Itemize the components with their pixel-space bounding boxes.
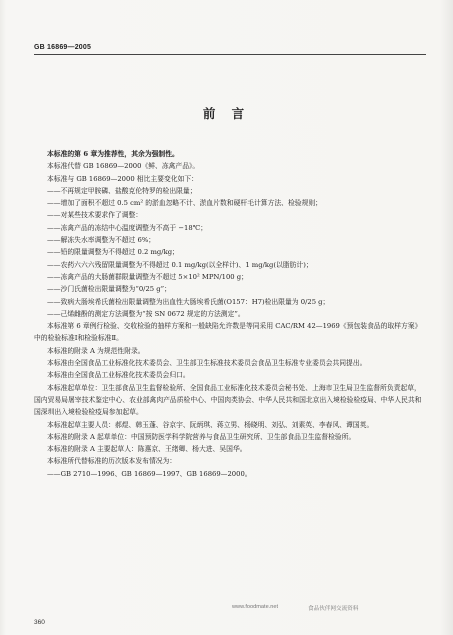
list-item: ——不再规定甲胺磷、盐酸克伦特罗的检出限量； [47, 186, 197, 195]
paragraph: 本标准所代替标准的历次版本发布情况为： [47, 457, 177, 466]
list-item: ——GB 2710—1996、GB 16869—1997、GB 16869—2000。 [47, 469, 252, 478]
list-item: ——对某些技术要求作了调整： [47, 211, 143, 220]
paragraph: 本标准由全国食品工业标准化技术委员会归口。 [47, 371, 190, 380]
paragraph: 本标准的附录 A 主要起草人：陈惠京、王绪卿、杨大进、吴国华。 [47, 445, 247, 454]
paragraph: 本标准与 GB 16869—2000 相比主要变化如下： [47, 174, 198, 183]
footer-url: www.foodmate.net [232, 604, 279, 610]
list-item: ——铅的限量调整为不得超过 0.2 mg/kg； [47, 248, 179, 257]
list-item: ——解冻失水率调整为不超过 6%； [47, 236, 156, 245]
header-rule [34, 54, 426, 55]
paragraph: 本标准起草主要人员：郝煜、韩玉蓬、谷京宇、阮炳琪、蒋立男、杨晓明、刘弘、刘素英、李春风、谭国英。 [47, 420, 374, 429]
standard-code: GB 16869—2005 [34, 44, 92, 51]
list-item: ——冻禽产品的冻结中心温度调整为不高于 −18℃； [47, 223, 208, 232]
list-item: ——冻禽产品的大肠菌群限量调整为不超过 5×10² MPN/100 g； [47, 272, 248, 281]
paragraph: 本标准由全国食品工业标准化技术委员会、卫生部卫生标准技术委员会食品卫生标准专业委员会共同提出。 [47, 359, 367, 368]
list-item: ——沙门氏菌检出限量调整为“0/25 g”； [47, 285, 171, 294]
list-item: ——致病大肠埃希氏菌检出限量调整为出血性大肠埃希氏菌(O157：H7)检出限量为 0/25 g； [47, 297, 330, 306]
list-item: ——农药六六六残留限量调整为不得超过 0.1 mg/kg(以全样计)、1 mg/kg(以脂肪计)； [47, 260, 313, 269]
footer-note: 食品伙伴网交流资料 [308, 606, 359, 612]
paragraph: 本标准的附录 A 起草单位：中国预防医学科学院营养与食品卫生研究所、卫生部食品卫生监督检验所。 [47, 432, 356, 441]
page-number: 360 [34, 619, 45, 626]
body-text [34, 148, 426, 480]
page-title: 前 言 [202, 106, 251, 121]
paragraph: 本标准起草单位：卫生部食品卫生监督检验所、全国食品工业标准化技术委员会秘书处、上海市卫生局卫生监督所负责起草，国内贸易局屠宰技术鉴定中心、农业部禽肉产品质检中心、中国肉类协会、中华人民共和国北京出入境检验检疫局、中华人民共和国深圳出入境检验检疫局参加起草。 [34, 383, 422, 417]
paragraph: 本标准的第 6 章为推荐性，其余为强制性。 [47, 150, 179, 158]
paragraph: 本标准代替 GB 16869—2000《鲜、冻禽产品》。 [47, 162, 200, 171]
list-item: ——己烯雌酚的测定方法调整为“按 SN 0672 规定的方法测定”。 [47, 309, 245, 318]
paragraph: 本标准的附录 A 为规范性附录。 [47, 346, 145, 355]
list-item: ——增加了面积不超过 0.5 cm² 的淤血忽略不计、淤血片数和硬杆毛计算方法、检验规则； [47, 199, 322, 208]
paragraph: 本标准第 6 章例行检验、交收检验的抽样方案和一般缺陷允许数是等同采用 CAC/RM 42—1969《预包装食品的取样方案》中的检验标准Ⅰ和检验标准Ⅱ。 [34, 322, 422, 343]
